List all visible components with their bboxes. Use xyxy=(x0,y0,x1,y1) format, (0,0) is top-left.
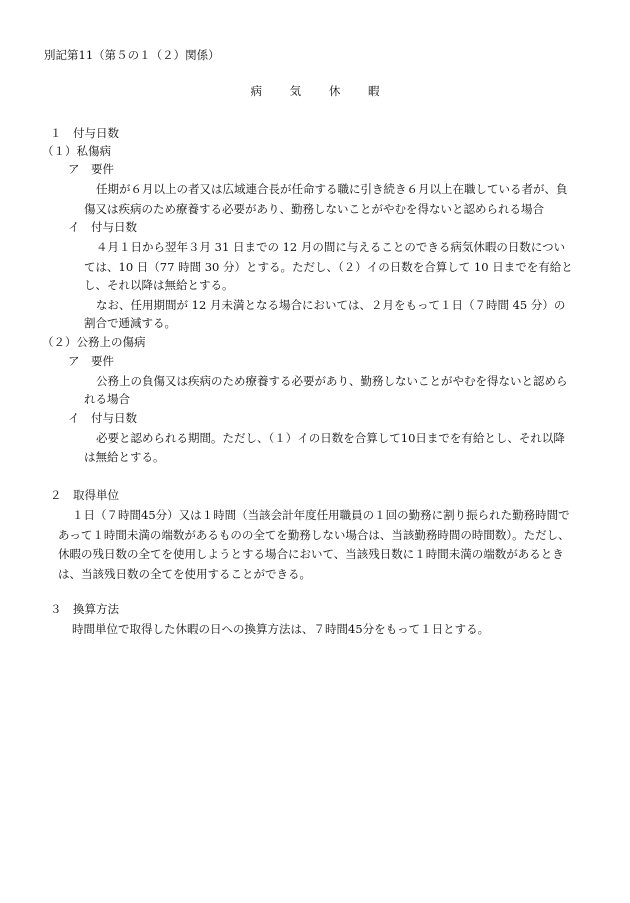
title-char: 暇 xyxy=(367,84,380,98)
sub2-i-text-line: は無給とする。 xyxy=(84,450,165,464)
sub2-i-text-line: 必要と認められる期間。ただし、（１）イの日数を合算して10日までを有給とし、それ以降 xyxy=(96,431,565,445)
sub2-a-text-line: 公務上の負傷又は疾病のため療養する必要があり、勤務しないことがやむを得ないと認めら xyxy=(96,374,568,388)
title-char: 休 xyxy=(328,84,341,98)
section2-text-line: あって１時間未満の端数があるものの全てを勤務しない場合は、当該勤務時間の時間数）。ただし、 xyxy=(58,528,570,542)
reference-note: 別記第11（第５の１（２）関係） xyxy=(44,48,220,62)
section2-text-line: は、当該残日数の全てを使用することができる。 xyxy=(58,567,311,581)
sub1-i-heading: イ 付与日数 xyxy=(68,220,137,234)
section1-sub1-heading: （１）私傷病 xyxy=(42,144,111,158)
sub2-a-heading: ア 要件 xyxy=(68,354,114,368)
page-title xyxy=(0,82,630,100)
section2-text-line: １日（７時間45分）又は１時間（当該会計年度任用職員の１回の勤務に割り振られた勤務時間で xyxy=(72,508,570,522)
sub1-i-text-line: ては、10 日（77 時間 30 分）とする。ただし、（２）イの日数を合算して 10 日までを有給と xyxy=(84,260,573,274)
section3-text-line: 時間単位で取得した休暇の日への換算方法は、７時間45分をもって１日とする。 xyxy=(72,622,490,636)
sub2-i-heading: イ 付与日数 xyxy=(68,411,137,425)
section2-heading: ２ 取得単位 xyxy=(50,488,119,502)
section1-heading: １ 付与日数 xyxy=(50,126,119,140)
sub1-a-text-line: 任期が６月以上の者又は広域連合長が任命する職に引き続き６月以上在職している者が、負 xyxy=(96,182,568,196)
section2-text-line: 休暇の残日数の全てを使用しようとする場合において、当該残日数に１時間未満の端数があるとき xyxy=(58,547,564,561)
sub1-a-text-line: 傷又は疾病のため療養する必要があり、勤務しないことがやむを得ないと認められる場合 xyxy=(84,202,544,216)
sub1-i-text-line: 割合で逓減する。 xyxy=(84,316,176,330)
section3-heading: ３ 換算方法 xyxy=(50,602,119,616)
title-char: 気 xyxy=(289,84,302,98)
sub2-a-text-line: れる場合 xyxy=(84,392,130,406)
sub1-i-text-line: なお、任用期間が 12 月未満となる場合においては、２月をもって１日（７時間 45 分）の xyxy=(96,298,566,312)
sub1-i-text-line: し、それ以降は無給とする。 xyxy=(84,278,234,292)
sub1-a-heading: ア 要件 xyxy=(68,162,114,176)
section1-sub2-heading: （２）公務上の傷病 xyxy=(42,335,146,349)
sub1-i-text-line: ４月１日から翌年３月 31 日までの 12 月の間に与えることのできる病気休暇の日数につい xyxy=(96,240,566,254)
title-char: 病 xyxy=(250,84,263,98)
